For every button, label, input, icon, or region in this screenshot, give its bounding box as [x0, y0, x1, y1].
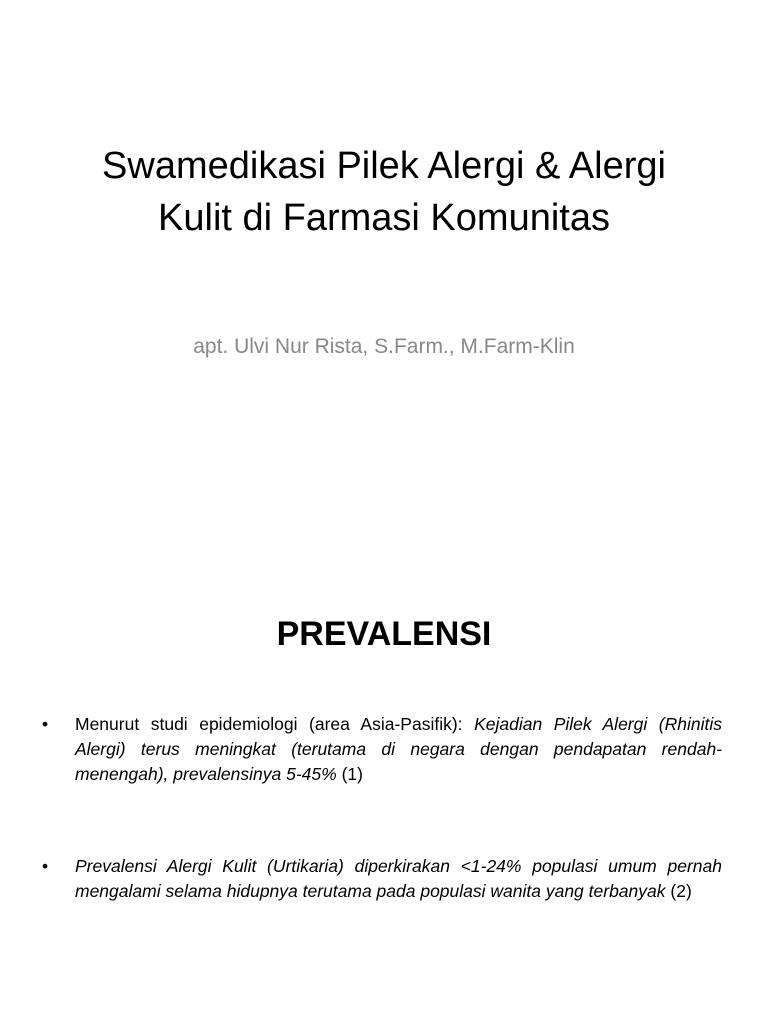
title-line-1: Swamedikasi Pilek Alergi & Alergi	[102, 145, 666, 187]
bullet-list	[40, 712, 722, 904]
slide-heading: PREVALENSI	[276, 615, 492, 653]
bullet-icon: •	[42, 856, 49, 876]
bullet-reference: (2)	[665, 881, 692, 901]
list-item	[40, 712, 722, 787]
prevalensi-slide	[0, 512, 768, 1024]
bullet-icon: •	[42, 714, 49, 734]
author-subtitle: apt. Ulvi Nur Rista, S.Farm., M.Farm-Klin	[193, 335, 575, 358]
presentation-title	[50, 140, 718, 244]
bullet-reference: (1)	[336, 764, 363, 784]
title-line-2: Kulit di Farmasi Komunitas	[158, 197, 610, 239]
bullet-plain-text: Menurut studi epidemiologi (area Asia-Pasifik):	[75, 714, 475, 734]
bullet-italic-text: Kejadian Pilek Alergi (Rhinitis Alergi) terus meningkat (terutama di negara dengan pendapatan rendah-menengah), prevalensinya 5-45%	[75, 714, 722, 784]
bullet-italic-text: Prevalensi Alergi Kulit (Urtikaria) diperkirakan <1-24% populasi umum pernah mengalami selama hidupnya terutama pada populasi wanita yang terbanyak	[75, 856, 722, 901]
list-item	[40, 854, 722, 904]
